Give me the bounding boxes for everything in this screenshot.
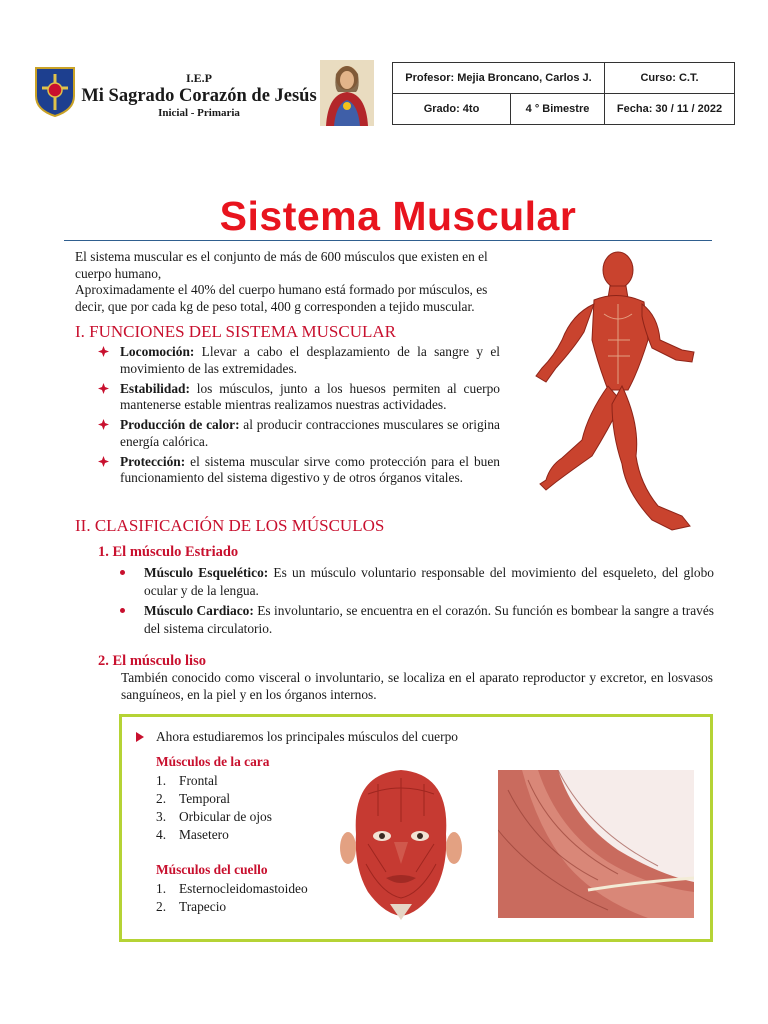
title-underline — [64, 240, 712, 241]
school-name-block — [80, 72, 318, 120]
course-cell: Curso: C.T. — [605, 63, 735, 94]
neck-muscles-heading: Músculos del cuello — [156, 862, 268, 877]
face-muscle-name: Frontal — [179, 773, 218, 788]
function-text: los músculos, junto a los huesos permiten al cuerpo mantenerse estable mientras realizamos nuestras actividades. — [120, 380, 500, 412]
muscle-type-term: Músculo Cardiaco: — [144, 603, 254, 618]
muscle-type-text: Es un músculo voluntario responsable del movimiento del esqueleto, del globo ocular y de la lengua. — [144, 565, 715, 598]
dot-bullet-icon — [120, 570, 125, 575]
subsection-striated-heading: 1. El músculo Estriado — [98, 544, 239, 560]
triangle-bullet-icon — [136, 732, 144, 742]
function-text: Llevar a cabo el desplazamiento de la sangre y el movimiento de las extremidades. — [120, 344, 500, 376]
function-text: el sistema muscular sirve como protección para el buen funcionamiento del sistema digestivo y de otros órganos vitales. — [120, 453, 500, 485]
subsection-smooth-heading: 2. El músculo liso — [98, 653, 206, 669]
list-item: 3. Orbicular de ojos — [156, 809, 272, 824]
list-item — [116, 564, 714, 599]
school-name: Mi Sagrado Corazón de Jesús — [81, 86, 317, 106]
face-muscles-list — [156, 772, 272, 844]
page-title: Sistema Muscular — [219, 193, 577, 239]
list-item — [96, 454, 500, 487]
diamond-bullet-icon — [98, 419, 109, 430]
professor-cell: Profesor: Mejia Broncano, Carlos J. — [393, 63, 605, 94]
intro-paragraph — [75, 249, 503, 315]
diamond-bullet-icon — [98, 346, 109, 357]
neck-muscle-name: Trapecio — [179, 899, 227, 914]
smooth-muscle-text: También conocido como visceral o involuntario, se localiza en el aparato reproductor y excretor, en losvasos sanguíneos, en la piel y en los órganos internos. — [121, 670, 713, 702]
muscle-type-text: Es involuntario, se encuentra en el corazón. Su función es bombear la sangre a través del sistema circulatorio. — [144, 603, 714, 636]
school-shield-logo — [34, 66, 76, 118]
muscles-study-box — [119, 714, 713, 942]
running-muscle-figure-image — [512, 244, 712, 544]
neck-muscles-list — [156, 880, 308, 916]
face-muscles-heading: Músculos de la cara — [156, 754, 270, 769]
intro-line-1: El sistema muscular es el conjunto de más de 600 músculos que existen en el cuerpo humano, — [75, 249, 488, 281]
face-muscle-name: Orbicular de ojos — [179, 809, 272, 824]
function-text: al producir contracciones musculares se origina energía calórica. — [120, 417, 500, 449]
function-term: Estabilidad: — [120, 380, 190, 396]
section-2-heading: II. CLASIFICACIÓN DE LOS MÚSCULOS — [75, 516, 385, 535]
function-term: Locomoción: — [120, 344, 195, 359]
section-1-heading: I. FUNCIONES DEL SISTEMA MUSCULAR — [75, 322, 396, 341]
neck-muscles-image — [498, 770, 694, 918]
school-iep: I.E.P — [185, 71, 212, 85]
functions-list — [96, 344, 500, 490]
function-term: Protección: — [120, 453, 186, 469]
striated-muscle-list — [116, 564, 714, 640]
box-lead-text: Ahora estudiaremos los principales músculos del cuerpo — [156, 729, 458, 744]
list-item — [96, 417, 500, 450]
list-item: 2. Trapecio — [156, 899, 227, 914]
list-item — [116, 602, 714, 637]
diamond-bullet-icon — [98, 456, 109, 467]
function-term: Producción de calor: — [120, 417, 240, 432]
list-item: 2. Temporal — [156, 791, 231, 806]
list-item — [96, 381, 500, 414]
list-item: 1. Esternocleidomastoideo — [156, 881, 308, 896]
face-muscle-name: Masetero — [179, 827, 229, 842]
date-cell: Fecha: 30 / 11 / 2022 — [605, 94, 735, 125]
intro-line-2: Aproximadamente el 40% del cuerpo humano está formado por músculos, es decir, que por cada kg de peso total, 400 g corresponden a tejido muscular. — [75, 282, 488, 314]
diamond-bullet-icon — [98, 383, 109, 394]
list-item: 1. Frontal — [156, 773, 218, 788]
term-cell: 4 ° Bimestre — [511, 94, 605, 125]
list-item: 4. Masetero — [156, 827, 229, 842]
sacred-heart-image — [320, 60, 374, 126]
dot-bullet-icon — [120, 608, 125, 613]
course-info-table — [392, 62, 735, 125]
school-levels: Inicial - Primaria — [158, 107, 240, 119]
neck-muscle-name: Esternocleidomastoideo — [179, 881, 308, 896]
face-muscles-image — [338, 764, 464, 922]
face-muscle-name: Temporal — [179, 791, 231, 806]
list-item — [96, 344, 500, 377]
muscle-type-term: Músculo Esquelético: — [144, 565, 269, 580]
grade-cell: Grado: 4to — [393, 94, 511, 125]
